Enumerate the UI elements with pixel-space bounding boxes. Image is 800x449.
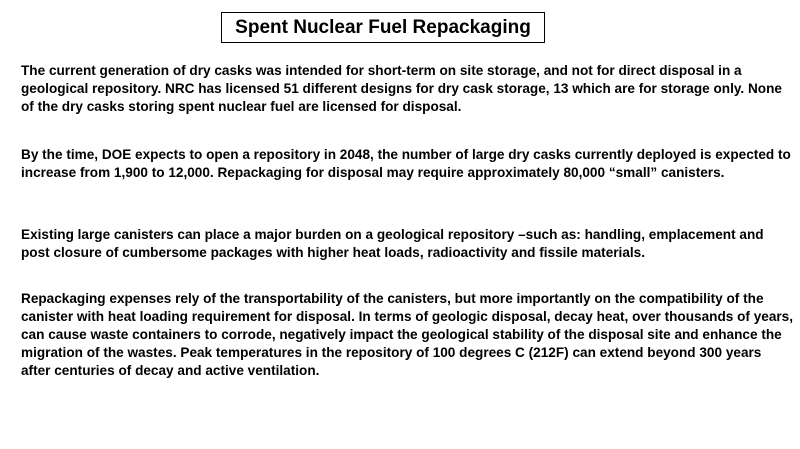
slide-title: Spent Nuclear Fuel Repackaging [221,12,545,43]
paragraph-repackaging-expenses: Repackaging expenses rely of the transportability of the canisters, but more importantly on the compatibility of the canister with heat loading requirement for disposal. In terms of geologic disposal, decay heat, over thousands of years, can cause waste containers to corrode, negatively impact the geological stability of the disposal site and enhance the migration of the wastes. Peak temperatures in the repository of 100 degrees C (212F) can extend beyond 300 years after centuries of decay and active ventilation. [21,291,794,378]
paragraph-large-canisters: Existing large canisters can place a major burden on a geological repository –such as: handling, emplacement and post closure of cumbersome packages with higher heat loads, radioactivity and fissile materials. [21,227,764,260]
paragraph-repository-timeline: By the time, DOE expects to open a repository in 2048, the number of large dry casks currently deployed is expected to increase from 1,900 to 12,000. Repackaging for disposal may require approximately 80,000 “small” canisters. [21,147,791,180]
paragraph-dry-casks: The current generation of dry casks was intended for short-term on site storage, and not for direct disposal in a geological repository. NRC has licensed 51 different designs for dry cask storage, 13 which are for storage only. None of the dry casks storing spent nuclear fuel are licensed for disposal. [21,63,782,114]
